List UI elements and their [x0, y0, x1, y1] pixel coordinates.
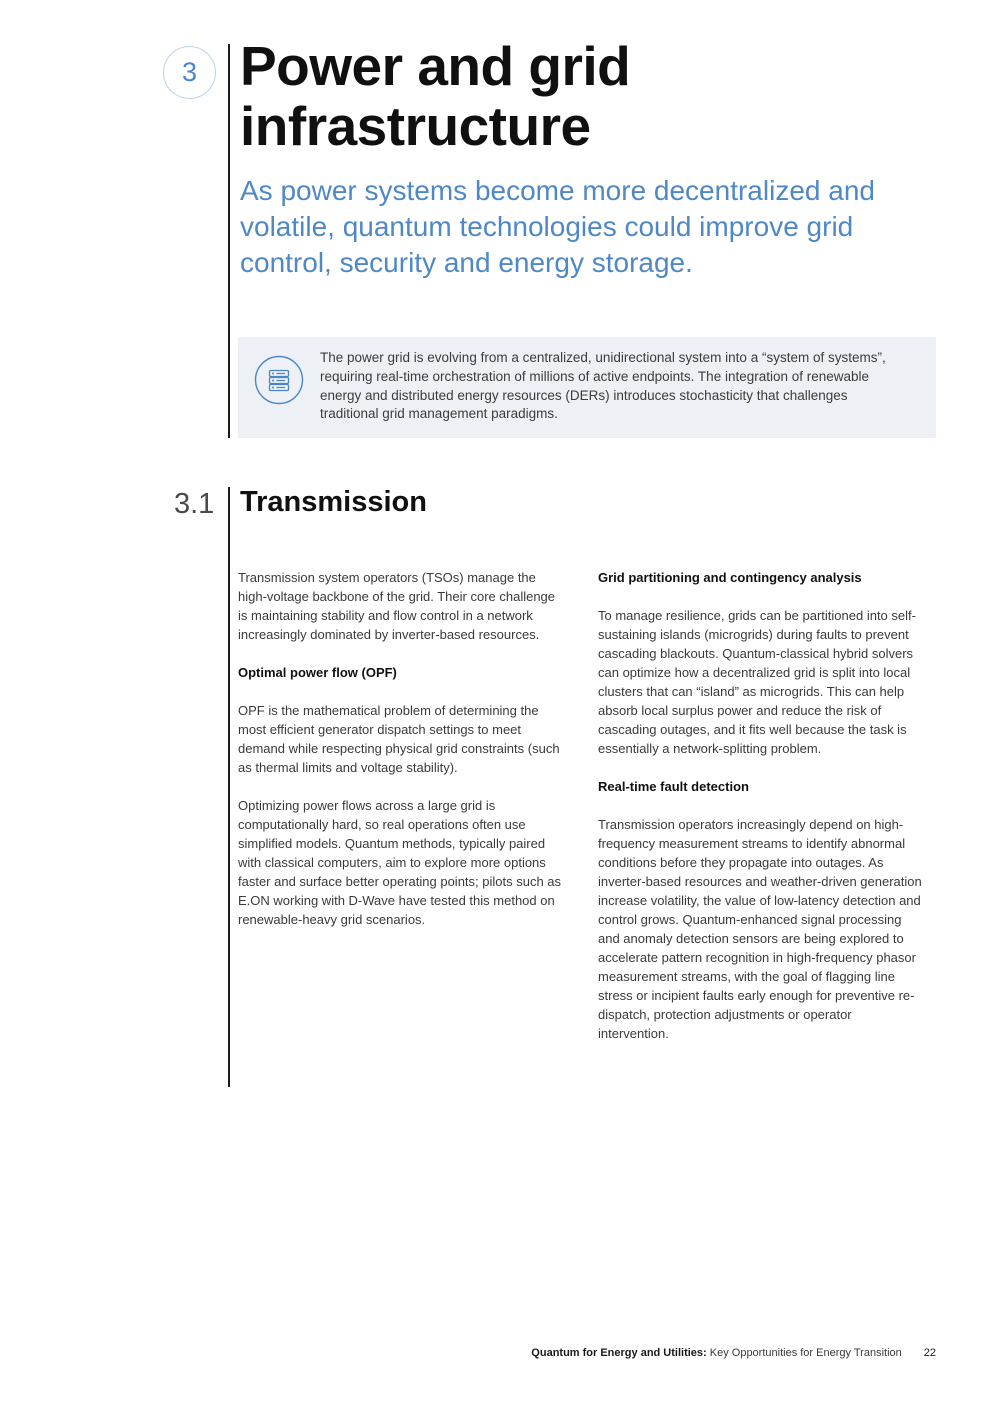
section-title: Transmission [240, 486, 427, 518]
left-paragraph-2: Optimizing power flows across a large grid is computationally hard, so real operations often use simplified models. Quantum methods, typically paired with classical computers, aim to explore more options faster and surface better operating points; pilots such as E.ON working with D-Wave have tested this method on renewable-heavy grid scenarios. [238, 798, 562, 927]
callout-box [238, 337, 936, 438]
page-number: 22 [923, 1347, 936, 1359]
left-heading-opf: Optimal power flow (OPF) [238, 665, 397, 680]
left-paragraph-1: OPF is the mathematical problem of determining the most efficient generator dispatch settings to meet demand while respecting physical grid constraints (such as thermal limits and voltage stability). [238, 703, 560, 775]
right-column [598, 568, 924, 1062]
chapter-number-badge [163, 46, 216, 99]
section-number: 3.1 [174, 488, 215, 520]
chapter-title [240, 36, 630, 156]
chapter-vertical-rule [228, 44, 230, 438]
chapter-title-line2: infrastructure [240, 95, 591, 157]
footer-report-title: Quantum for Energy and Utilities: [531, 1347, 707, 1359]
section-vertical-rule [228, 487, 230, 1087]
left-intro-paragraph: Transmission system operators (TSOs) manage the high-voltage backbone of the grid. Their core challenge is maintaining stability and flow control in a network increasingly dominated by inverter-based resources. [238, 570, 556, 642]
right-paragraph-1: To manage resilience, grids can be partitioned into self-sustaining islands (microgrids) during faults to prevent cascading blackouts. Quantum-classical hybrid solvers can optimize how a decentralized grid is split into local clusters that can “island” as microgrids. This can help absorb local surplus power and reduce the risk of cascading outages, and it fits well because the task is essentially a network-splitting problem. [598, 608, 916, 756]
grid-system-icon [254, 355, 304, 405]
chapter-subtitle: As power systems become more decentralized and volatile, quantum technologies could improve grid control, security and energy storage. [240, 175, 875, 278]
chapter-title-line1: Power and grid [240, 35, 631, 97]
callout-text: The power grid is evolving from a centralized, unidirectional system into a “system of systems”, requiring real-time orchestration of millions of active endpoints. The integration of renewable energy and distributed energy resources (DERs) introduces stochasticity that challenges traditional grid management paradigms. [320, 350, 886, 422]
footer-report-subtitle: Key Opportunities for Energy Transition [706, 1347, 902, 1359]
right-heading-grid-partitioning: Grid partitioning and contingency analysis [598, 570, 862, 585]
right-paragraph-2: Transmission operators increasingly depend on high-frequency measurement streams to identify abnormal conditions before they propagate into outages. As inverter-based resources and weather-driven generation increase volatility, the value of low-latency detection and control grows. Quantum-enhanced signal processing and anomaly detection sensors are being explored to accelerate pattern recognition in high-frequency phasor measurement streams, with the goal of flagging line stress or incipient faults early enough for preventive re-dispatch, protection adjustments or operator intervention. [598, 817, 922, 1041]
left-column [238, 568, 564, 948]
page-footer [531, 1346, 936, 1360]
chapter-number: 3 [181, 57, 198, 87]
right-heading-fault-detection: Real-time fault detection [598, 779, 749, 794]
